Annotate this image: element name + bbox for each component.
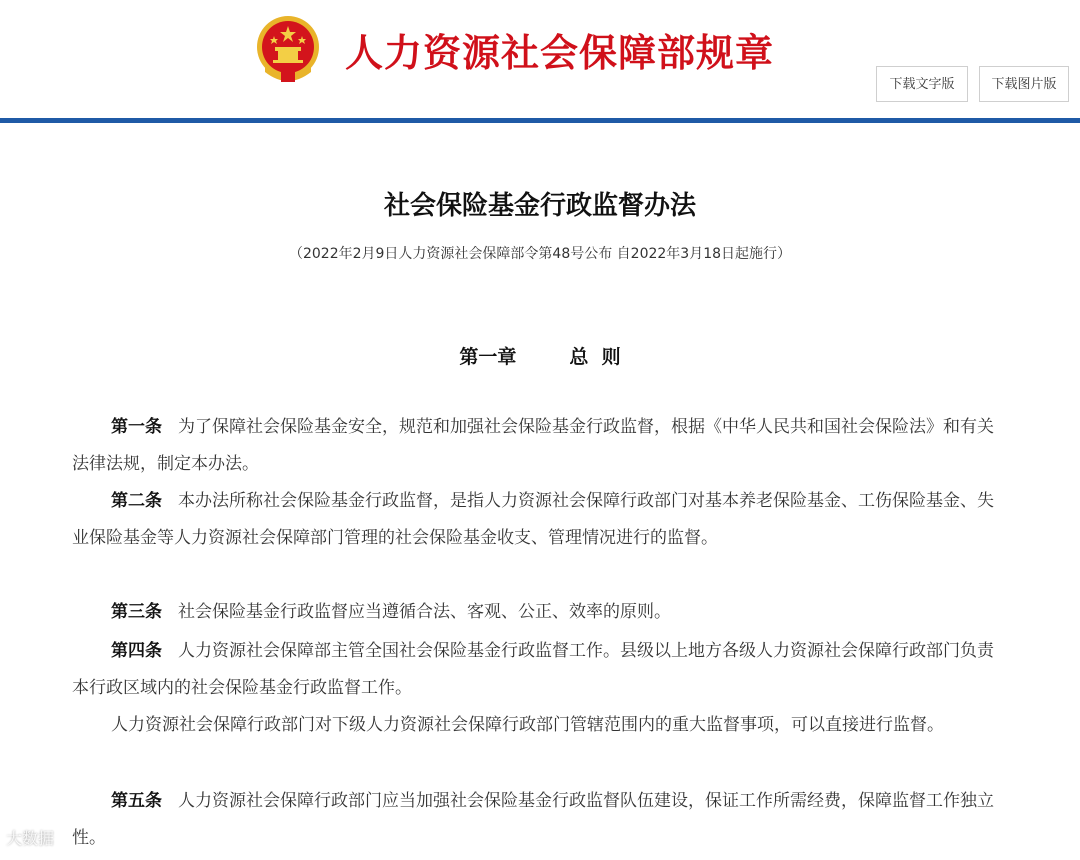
article-text: 人力资源社会保障行政部门应当加强社会保险基金行政监督队伍建设，保证工作所需经费，保障监督工作独立性。 [72,791,994,848]
article-2 [72,483,1002,557]
article-label: 第三条 [111,602,162,622]
article-text: 人力资源社会保障部主管全国社会保险基金行政监督工作。县级以上地方各级人力资源社会保障行政部门负责本行政区域内的社会保险基金行政监督工作。 [72,641,994,698]
download-text-button[interactable]: 下载文字版 [876,66,968,102]
document-title: 社会保险基金行政监督办法 [383,191,696,221]
article-1 [72,409,1002,483]
download-image-button[interactable]: 下载图片版 [979,66,1069,102]
chapter-heading: 第一章 总 则 [459,346,621,368]
national-emblem-icon [255,14,321,84]
article-label: 第一条 [111,417,162,437]
article-text: 为了保障社会保险基金安全，规范和加强社会保险基金行政监督，根据《中华人民共和国社会保险法》和有关法律法规，制定本办法。 [72,417,994,474]
article-4-paragraph-2 [72,707,1002,744]
article-text: 本办法所称社会保险基金行政监督，是指人力资源社会保障行政部门对基本养老保险基金、工伤保险基金、失业保险基金等人力资源社会保障部门管理的社会保险基金收支、管理情况进行的监督。 [72,491,994,548]
watermark-logo: 大数据 [6,829,55,848]
article-3 [72,594,1002,631]
article-5 [72,783,1002,857]
article-text: 社会保险基金行政监督应当遵循合法、客观、公正、效率的原则。 [178,602,671,622]
site-title: 人力资源社会保障部规章 [345,30,775,75]
site-header [0,0,1080,118]
article-text: 人力资源社会保障行政部门对下级人力资源社会保障行政部门管辖范围内的重大监督事项，可以直接进行监督。 [111,715,944,735]
document-body [0,123,1080,860]
article-label: 第二条 [111,491,162,511]
article-4 [72,633,1002,707]
document-subtitle: （2022年2月9日人力资源社会保障部令第48号公布 自2022年3月18日起施行） [288,246,792,262]
article-label: 第五条 [111,791,162,811]
article-label: 第四条 [111,641,162,661]
